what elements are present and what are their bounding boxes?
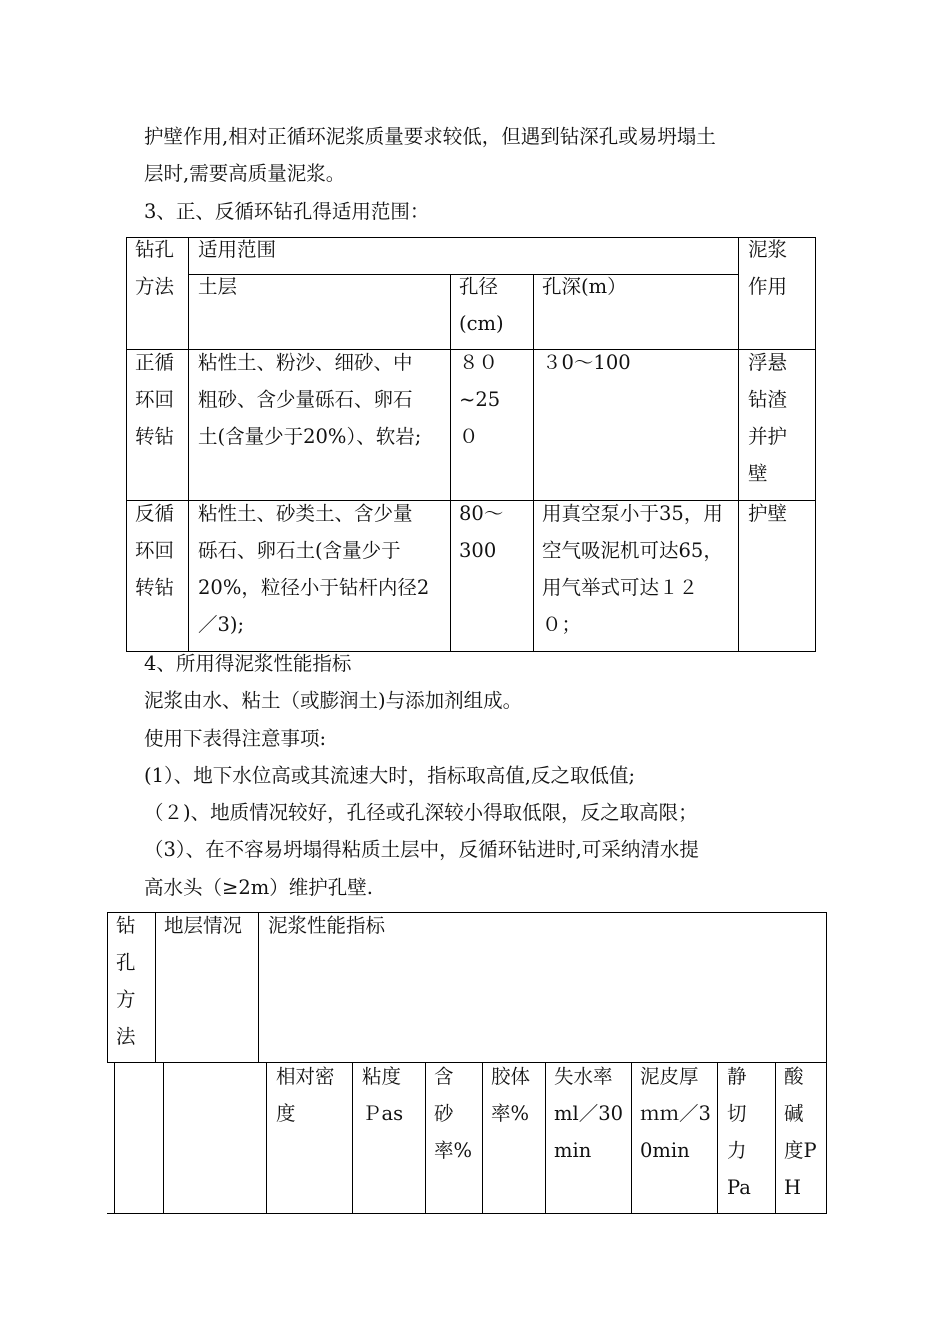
table1-header-diameter: 孔径(cm) <box>459 275 504 335</box>
table2-header-method: 钻孔方法 <box>116 914 136 1048</box>
table2-header-index: 泥浆性能指标 <box>268 914 386 937</box>
table1-row1-depth: ３0～100 <box>542 351 631 374</box>
table1-row2-soil: 粘性土、砂类土、含少量砾石、卵石土(含量少于20%，粒径小于钻杆内径2／3); <box>198 502 430 636</box>
paragraph-line: (1）、地下水位高或其流速大时，指标取高值,反之取低值; <box>144 764 636 787</box>
paragraph-line: （3）、在不容易坍塌得粘质土层中，反循环钻进时,可采纳清水提 <box>144 838 699 861</box>
table1-row1-soil: 粘性土、粉沙、细砂、中粗砂、含少量砾石、卵石土(含量少于20%）、软岩; <box>198 351 422 448</box>
table1-header-soil: 土层 <box>198 275 238 298</box>
table2-sub-density: 相对密度 <box>276 1065 335 1125</box>
paragraph-line: 使用下表得注意事项: <box>144 727 327 750</box>
paragraph-line: 层时,需要高质量泥浆。 <box>144 162 346 185</box>
table1-header-method: 钻孔方法 <box>135 238 175 298</box>
table1-row1-diameter: ８０~25０ <box>459 351 501 448</box>
table1-header-depth: 孔深(m） <box>542 275 627 298</box>
paragraph-line: 泥浆由水、粘土（或膨润土)与添加剂组成。 <box>144 689 523 712</box>
table2-sub-colloid: 胶体率% <box>491 1065 531 1125</box>
paragraph-line: 高水头（≥2m）维护孔壁. <box>144 876 373 899</box>
table1-row1-method: 正循环回转钻 <box>135 351 175 448</box>
table1-row2-depth: 用真空泵小于35，用空气吸泥机可达65，用气举式可达１２０； <box>542 502 723 636</box>
table1-row2-method: 反循环回转钻 <box>135 502 175 599</box>
paragraph-line: （２)、地质情况较好，孔径或孔深较小得取低限，反之取高限； <box>144 801 698 824</box>
table2-sub-sand: 含砂率% <box>434 1065 473 1162</box>
paragraph-line: 护壁作用,相对正循环泥浆质量要求较低，但遇到钻深孔或易坍塌土 <box>144 125 716 148</box>
table1-row2-mud: 护壁 <box>748 502 788 525</box>
table2-sub-water-loss: 失水率ml／30min <box>554 1065 624 1162</box>
table1-row1-mud: 浮悬钻渣并护壁 <box>748 351 788 485</box>
table2-sub-viscosity: 粘度Ｐas <box>362 1065 404 1125</box>
section-heading: 4、所用得泥浆性能指标 <box>144 652 352 675</box>
table1-header-mud: 泥浆作用 <box>748 238 788 298</box>
table1-header-scope: 适用范围 <box>198 238 277 261</box>
table2-sub-ph: 酸碱度PH <box>784 1065 817 1199</box>
table2-sub-shear: 静切力Pa <box>727 1065 751 1199</box>
section-heading: 3、正、反循环钻孔得适用范围： <box>144 200 430 223</box>
table2-sub-cake: 泥皮厚ｍｍ／30min <box>640 1065 711 1162</box>
table1-row2-diameter: 80～300 <box>459 502 504 562</box>
table2-header-strata: 地层情况 <box>164 914 243 937</box>
